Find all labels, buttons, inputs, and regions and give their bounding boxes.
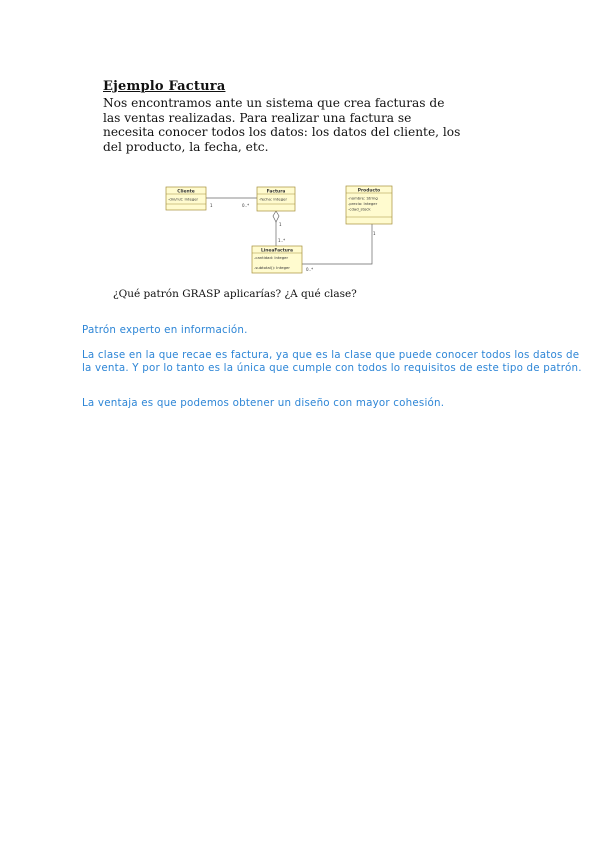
class-linea-factura-attribute: -subtotal(): Integer: [254, 265, 290, 270]
intro-paragraph: [103, 96, 473, 154]
example-heading: Ejemplo Factura: [103, 79, 226, 94]
class-cliente: [166, 187, 206, 210]
class-cliente-name: Cliente: [177, 189, 195, 195]
class-producto-name: Producto: [357, 188, 381, 194]
answer-advantage: La ventaja es que podemos obtener un diseño con mayor cohesión.: [82, 397, 445, 409]
class-factura-name: Factura: [266, 189, 286, 195]
class-linea-factura: [252, 246, 302, 273]
class-factura-attribute: -fecha: Integer: [259, 196, 288, 202]
class-factura: [257, 187, 295, 211]
multiplicity-factura-cliente: 0..*: [242, 203, 250, 208]
answer-pattern: Patrón experto en información.: [82, 324, 248, 336]
class-producto-attribute: -cdad_stock: [348, 206, 371, 212]
answer-explanation: [82, 349, 597, 374]
class-cliente-attribute: -dni/rut: Integer: [168, 196, 199, 202]
intro-line: las ventas realizadas. Para realizar una factura se: [103, 110, 412, 125]
answer-explanation-line: La clase en la que recae es factura, ya que es la clase que puede conocer todos los datos de: [82, 349, 580, 361]
uml-class-diagram: [160, 180, 400, 280]
multiplicity-factura-linea: 1: [279, 222, 282, 227]
multiplicity-cliente: 1: [210, 203, 213, 208]
class-producto-attribute: -nombre: String: [348, 195, 378, 201]
class-producto-attribute: -precio: Integer: [348, 201, 378, 206]
multiplicity-linea-producto: 0..*: [306, 267, 314, 272]
intro-line: Nos encontramos ante un sistema que crea facturas de: [103, 96, 445, 110]
multiplicity-producto: 1: [373, 231, 376, 236]
composition-diamond-icon: [273, 211, 279, 222]
multiplicity-linea-factura: 1..*: [278, 238, 286, 243]
class-producto: [346, 186, 392, 224]
class-linea-factura-attribute: -cantidad: Integer: [254, 255, 289, 260]
producto-linea-association: [302, 224, 372, 264]
question-text: ¿Qué patrón GRASP aplicarías? ¿A qué clase?: [113, 288, 357, 300]
class-linea-factura-name: LineaFactura: [260, 248, 294, 254]
intro-line: del producto, la fecha, etc.: [103, 139, 269, 154]
intro-line: necesita conocer todos los datos: los datos del cliente, los: [103, 125, 461, 140]
answer-explanation-line: la venta. Y por lo tanto es la única que cumple con todos lo requisitos de este tipo de patrón.: [82, 361, 582, 374]
